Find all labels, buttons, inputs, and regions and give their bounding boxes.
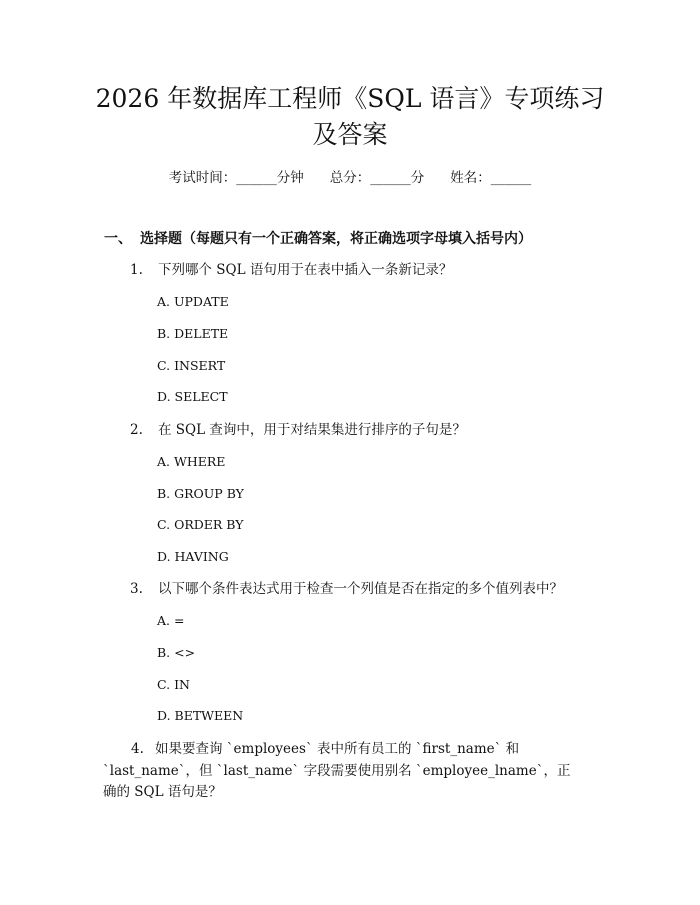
question-1-option-b: B. DELETE xyxy=(157,326,229,341)
question-1-option-a: A. UPDATE xyxy=(157,294,229,309)
question-3-option-a: A. = xyxy=(157,613,185,628)
section-heading xyxy=(104,229,532,249)
question-3-option-d: D. BETWEEN xyxy=(157,708,244,723)
question-2 xyxy=(130,420,466,440)
question-2-option-c: C. ORDER BY xyxy=(157,517,244,532)
question-text: 以下哪个条件表达式用于检查一个列值是否在指定的多个值列表中？ xyxy=(158,581,563,597)
question-number: 2. xyxy=(130,422,143,438)
question-number: 1. xyxy=(130,262,143,278)
question-number: 4. xyxy=(131,741,144,757)
question-1 xyxy=(130,260,452,280)
section-number: 一、 xyxy=(104,231,132,247)
document-title-line-1: 2026 年数据库工程师《SQL 语言》专项练习 xyxy=(95,84,605,113)
section-title: 选择题（每题只有一个正确答案，将正确选项字母填入括号内） xyxy=(140,231,532,247)
question-3 xyxy=(130,579,563,599)
question-2-option-a: A. WHERE xyxy=(157,454,226,469)
document-title-line-2: 及答案 xyxy=(312,120,388,149)
question-2-option-b: B. GROUP BY xyxy=(157,486,244,501)
question-1-option-c: C. INSERT xyxy=(157,358,226,373)
exam-info xyxy=(0,168,700,188)
question-3-option-b: B. <> xyxy=(157,645,196,660)
total-score: 总分：______分 xyxy=(329,170,425,186)
exam-time: 考试时间：______分钟 xyxy=(168,170,304,186)
question-2-option-d: D. HAVING xyxy=(157,549,229,564)
question-4 xyxy=(103,739,583,804)
question-text: 在 SQL 查询中，用于对结果集进行排序的子句是？ xyxy=(158,422,466,438)
question-text: 下列哪个 SQL 语句用于在表中插入一条新记录？ xyxy=(158,262,453,278)
student-name: 姓名：______ xyxy=(450,170,532,186)
question-3-option-c: C. IN xyxy=(157,677,190,692)
question-1-option-d: D. SELECT xyxy=(157,389,228,404)
question-text: 如果要查询 `employees` 表中所有员工的 `first_name` 和 `last_name`，但 `last_name` 字段需要使用别名 `employee_lname`，正确的 SQL 语句是？ xyxy=(103,741,571,800)
question-number: 3. xyxy=(130,581,143,597)
